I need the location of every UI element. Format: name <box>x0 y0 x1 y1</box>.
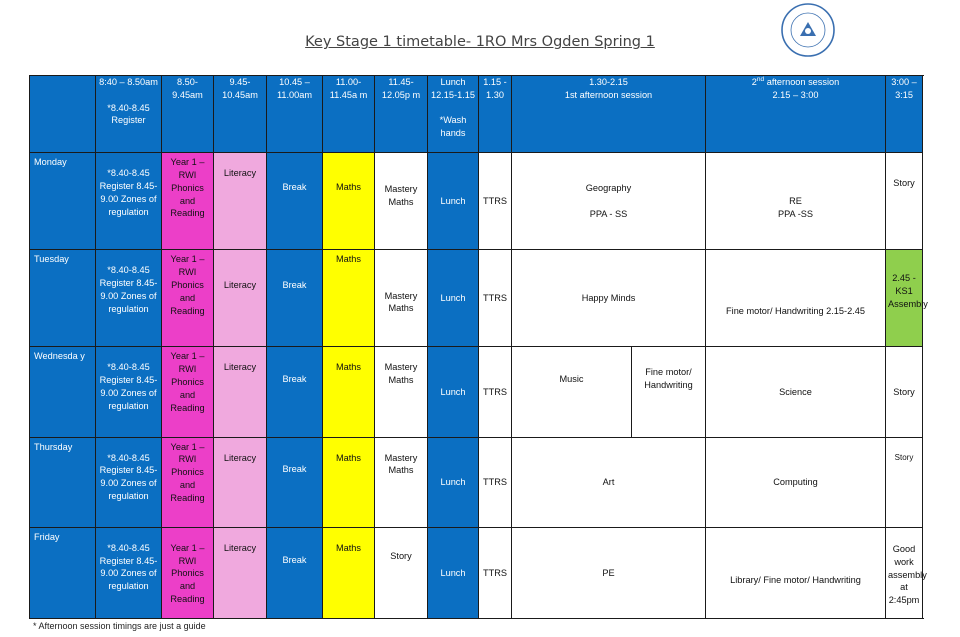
header-registration: 8:40 – 8.50am *8.40-8.45 Register <box>96 76 162 153</box>
break-cell: Break <box>267 527 323 618</box>
header-first-afternoon: 1.30-2.15 1st afternoon session <box>512 76 706 153</box>
literacy-cell: Literacy <box>214 527 267 618</box>
row-thursday <box>30 437 923 527</box>
literacy-cell: Literacy <box>214 250 267 347</box>
maths-cell: Maths <box>323 250 375 347</box>
ttrs-cell: TTRS <box>479 250 512 347</box>
break-cell: Break <box>267 437 323 527</box>
literacy-cell: Literacy <box>214 437 267 527</box>
phonics-cell: Year 1 – RWI Phonics and Reading <box>162 153 214 250</box>
header-lunch-time: Lunch 12.15-1.15 *Wash hands <box>428 76 479 153</box>
registration-cell: *8.40-8.45 Register 8.45-9.00 Zones of regulation <box>96 153 162 250</box>
lunch-cell: Lunch <box>428 250 479 347</box>
header-literacy-time: 9.45-10.45am <box>214 76 267 153</box>
break-cell: Break <box>267 153 323 250</box>
header-break-time: 10.45 – 11.00am <box>267 76 323 153</box>
header-day-corner <box>30 76 96 153</box>
phonics-cell: Year 1 – RWI Phonics and Reading <box>162 437 214 527</box>
library-cell: Library/ Fine motor/ Handwriting <box>706 527 886 618</box>
story-cell: Story <box>375 527 428 618</box>
ttrs-cell: TTRS <box>479 153 512 250</box>
ttrs-cell: TTRS <box>479 437 512 527</box>
story-cell: Story <box>886 437 923 527</box>
row-monday <box>30 153 923 250</box>
science-cell: Science <box>706 347 886 437</box>
mastery-maths-cell: Mastery Maths <box>375 437 428 527</box>
day-label: Friday <box>30 527 96 618</box>
happy-minds-cell: Happy Minds <box>512 250 706 347</box>
row-tuesday <box>30 250 923 347</box>
header-end-of-day: 3:00 – 3:15 <box>886 76 923 153</box>
music-cell: Music <box>512 347 632 437</box>
phonics-cell: Year 1 – RWI Phonics and Reading <box>162 347 214 437</box>
timetable <box>29 75 928 619</box>
literacy-cell: Literacy <box>214 153 267 250</box>
registration-cell: *8.40-8.45 Register 8.45-9.00 Zones of regulation <box>96 347 162 437</box>
break-cell: Break <box>267 347 323 437</box>
header-ttrs-time: 1.15 - 1.30 <box>479 76 512 153</box>
maths-cell: Maths <box>323 153 375 250</box>
good-work-assembly-cell: Good work assembly at 2:45pm <box>886 527 923 618</box>
day-label: Thursday <box>30 437 96 527</box>
story-cell: Story <box>886 153 923 250</box>
ks1-assembly-cell: 2.45 - KS1 Assembly <box>886 250 923 347</box>
maths-cell: Maths <box>323 347 375 437</box>
art-cell: Art <box>512 437 706 527</box>
fine-motor-cell: Fine motor/ Handwriting 2.15-2.45 <box>706 250 886 347</box>
header-row <box>30 76 923 153</box>
registration-cell: *8.40-8.45 Register 8.45-9.00 Zones of regulation <box>96 250 162 347</box>
row-friday <box>30 527 923 618</box>
maths-cell: Maths <box>323 437 375 527</box>
lunch-cell: Lunch <box>428 347 479 437</box>
mastery-maths-cell: Mastery Maths <box>375 153 428 250</box>
registration-cell: *8.40-8.45 Register 8.45-9.00 Zones of regulation <box>96 527 162 618</box>
day-label: Tuesday <box>30 250 96 347</box>
phonics-cell: Year 1 – RWI Phonics and Reading <box>162 250 214 347</box>
re-cell: RE PPA -SS <box>706 153 886 250</box>
lunch-cell: Lunch <box>428 527 479 618</box>
header-phonics-time: 8.50-9.45am <box>162 76 214 153</box>
phonics-cell: Year 1 – RWI Phonics and Reading <box>162 527 214 618</box>
lunch-cell: Lunch <box>428 437 479 527</box>
header-maths-time: 11.00-11.45a m <box>323 76 375 153</box>
computing-cell: Computing <box>706 437 886 527</box>
ttrs-cell: TTRS <box>479 347 512 437</box>
lunch-cell: Lunch <box>428 153 479 250</box>
mastery-maths-cell: Mastery Maths <box>375 347 428 437</box>
fine-motor-cell: Fine motor/ Handwriting <box>632 347 706 437</box>
registration-cell: *8.40-8.45 Register 8.45-9.00 Zones of regulation <box>96 437 162 527</box>
story-cell: Story <box>886 347 923 437</box>
day-label: Monday <box>30 153 96 250</box>
geography-cell: Geography PPA - SS <box>512 153 706 250</box>
ttrs-cell: TTRS <box>479 527 512 618</box>
pe-cell: PE <box>512 527 706 618</box>
header-second-afternoon: 2nd afternoon session 2.15 – 3:00 <box>706 76 886 153</box>
mastery-maths-cell: Mastery Maths <box>375 250 428 347</box>
row-wednesday <box>30 347 923 437</box>
day-label: Wednesda y <box>30 347 96 437</box>
break-cell: Break <box>267 250 323 347</box>
literacy-cell: Literacy <box>214 347 267 437</box>
header-mastery-time: 11.45-12.05p m <box>375 76 428 153</box>
maths-cell: Maths <box>323 527 375 618</box>
academy-logo <box>780 2 836 58</box>
page-title: Key Stage 1 timetable- 1RO Mrs Ogden Spring 1 <box>305 34 655 50</box>
footnote: * Afternoon session timings are just a guide <box>33 621 206 631</box>
